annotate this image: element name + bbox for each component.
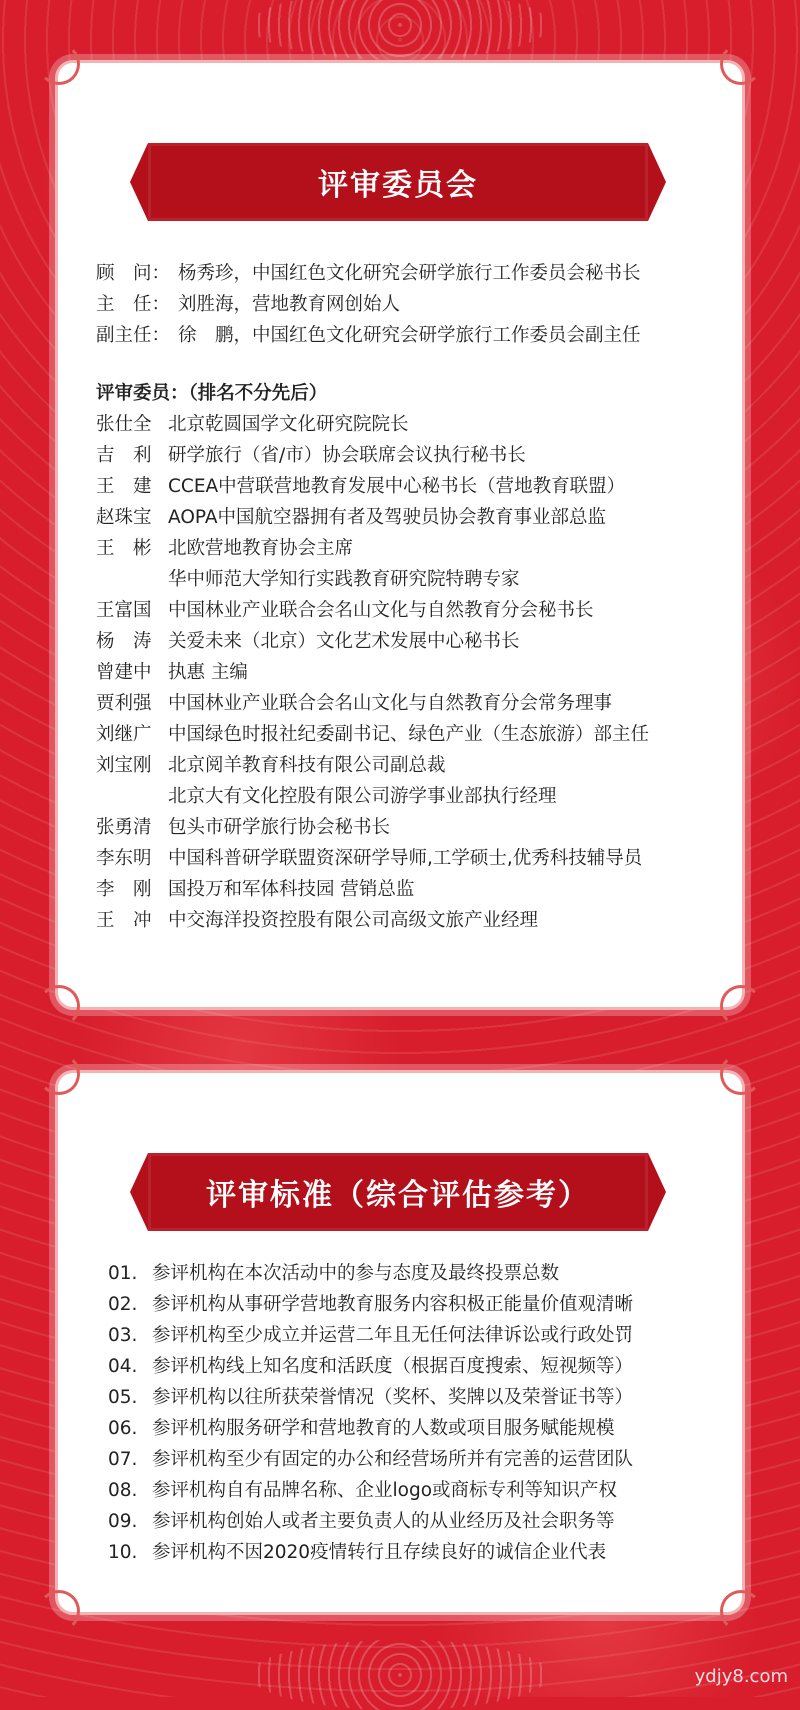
criteria-text: 参评机构创始人或者主要负责人的从业经历及社会职务等 [152,1511,615,1532]
criteria-number: 05. [108,1387,138,1408]
member-name: 杨 涛 [96,631,152,652]
member-row [96,533,726,564]
member-name: 王富国 [96,600,152,621]
committee-title: 评审委员会 [148,143,648,221]
member-title: 包头市研学旅行协会秘书长 [168,817,391,838]
member-name: 张勇清 [96,817,152,838]
criteria-text: 参评机构以往所获荣誉情况（奖杯、奖牌以及荣誉证书等） [152,1387,634,1408]
criteria-item [108,1413,728,1444]
member-title: 国投万和军体科技园 营销总监 [168,879,415,900]
criteria-text: 参评机构从事研学营地教育服务内容积极正能量价值观清晰 [152,1294,634,1315]
member-row [96,471,726,502]
member-title: CCEA中营联营地教育发展中心秘书长（营地教育联盟） [168,476,626,497]
member-name: 王 冲 [96,910,152,931]
criteria-item [108,1351,728,1382]
member-title: 中交海洋投资控股有限公司高级文旅产业经理 [168,910,539,931]
leader-role: 顾 问： [96,263,171,284]
member-row [96,409,726,440]
criteria-item [108,1537,728,1568]
criteria-text: 参评机构不因2020疫情转行且存续良好的诚信企业代表 [152,1542,607,1563]
criteria-text: 参评机构自有品牌名称、企业logo或商标专利等知识产权 [152,1480,618,1501]
criteria-number: 07. [108,1449,138,1470]
criteria-number: 09. [108,1511,138,1532]
member-title: 北京阅羊教育科技有限公司副总裁 [168,755,446,776]
leaders-list [96,258,726,351]
leader-content: 杨秀珍，中国红色文化研究会研学旅行工作委员会秘书长 [178,263,641,284]
member-name: 赵珠宝 [96,507,152,528]
member-name: 李东明 [96,848,152,869]
member-row [96,750,726,781]
criteria-title: 评审标准（综合评估参考） [148,1153,648,1231]
criteria-item [108,1382,728,1413]
criteria-card [55,1070,745,1615]
member-name: 李 刚 [96,879,152,900]
member-name: 贾利强 [96,693,152,714]
criteria-number: 02. [108,1294,138,1315]
leader-content: 刘胜海，营地教育网创始人 [178,294,401,315]
member-name: 王 建 [96,476,152,497]
criteria-item [108,1320,728,1351]
criteria-item [108,1444,728,1475]
member-title: 中国绿色时报社纪委副书记、绿色产业（生态旅游）部主任 [168,724,650,745]
criteria-number: 10. [108,1542,138,1563]
members-list [96,409,726,936]
member-name: 王 彬 [96,538,152,559]
leader-content: 徐 鹏，中国红色文化研究会研学旅行工作委员会副主任 [178,325,641,346]
criteria-item [108,1289,728,1320]
member-title: 中国林业产业联合会名山文化与自然教育分会秘书长 [168,600,594,621]
leader-role: 副主任： [96,325,171,346]
member-name: 吉 利 [96,445,152,466]
member-title: 北京乾圆国学文化研究院院长 [168,414,409,435]
criteria-text: 参评机构服务研学和营地教育的人数或项目服务赋能规模 [152,1418,615,1439]
criteria-number: 04. [108,1356,138,1377]
member-row [96,657,726,688]
member-extra: 北京大有文化控股有限公司游学事业部执行经理 [168,786,557,807]
member-name: 曾建中 [96,662,152,683]
criteria-text: 参评机构在本次活动中的参与态度及最终投票总数 [152,1263,560,1284]
member-title: 中国林业产业联合会名山文化与自然教育分会常务理事 [168,693,613,714]
member-row [96,719,726,750]
site-watermark: ydjy8.com [694,1666,788,1687]
criteria-number: 08. [108,1480,138,1501]
member-title: 关爱未来（北京）文化艺术发展中心秘书长 [168,631,520,652]
members-heading: 评审委员：（排名不分先后） [96,383,328,404]
member-row [96,812,726,843]
member-name: 刘继广 [96,724,152,745]
criteria-text: 参评机构至少有固定的办公和经营场所并有完善的运营团队 [152,1449,634,1470]
criteria-item [108,1258,728,1289]
leader-role: 主 任： [96,294,171,315]
member-row [96,688,726,719]
member-name: 刘宝刚 [96,755,152,776]
committee-card [55,60,745,1010]
criteria-item [108,1506,728,1537]
criteria-number: 03. [108,1325,138,1346]
member-title: 北欧营地教育协会主席 [168,538,354,559]
member-row [96,502,726,533]
criteria-number: 06. [108,1418,138,1439]
leader-row [96,289,726,320]
member-row [96,626,726,657]
member-name: 张仕全 [96,414,152,435]
member-title: 中国科普研学联盟资深研学导师,工学硕士,优秀科技辅导员 [168,848,643,869]
leader-row [96,258,726,289]
member-row [96,595,726,626]
member-extra: 华中师范大学知行实践教育研究院特聘专家 [168,569,520,590]
criteria-list [108,1258,728,1568]
member-row [96,843,726,874]
criteria-text: 参评机构至少成立并运营二年且无任何法律诉讼或行政处罚 [152,1325,634,1346]
criteria-item [108,1475,728,1506]
bottom-ornament [250,1640,550,1710]
leader-row [96,320,726,351]
member-title: 研学旅行（省/市）协会联席会议执行秘书长 [168,445,526,466]
member-row [96,905,726,936]
criteria-number: 01. [108,1263,138,1284]
member-row [96,440,726,471]
member-title: AOPA中国航空器拥有者及驾驶员协会教育事业部总监 [168,507,607,528]
criteria-text: 参评机构线上知名度和活跃度（根据百度搜索、短视频等） [152,1356,634,1377]
member-title: 执惠 主编 [168,662,248,683]
member-row [96,874,726,905]
